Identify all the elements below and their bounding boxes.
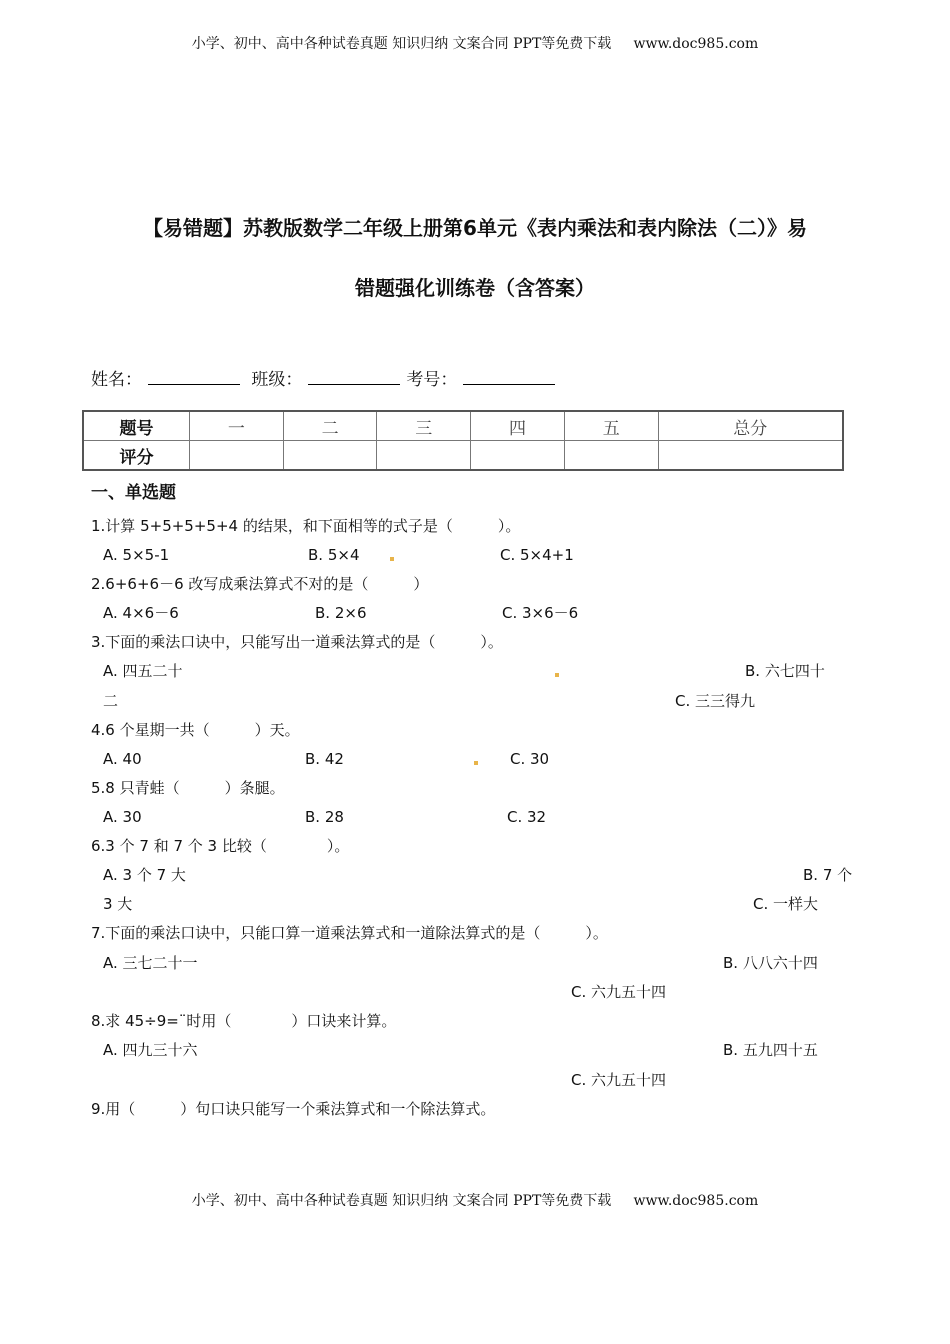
table-cell: 题号 bbox=[83, 411, 190, 441]
table-cell bbox=[658, 441, 843, 471]
artifact-dot bbox=[390, 557, 394, 561]
table-cell bbox=[283, 441, 377, 471]
page-footer bbox=[0, 1190, 950, 1210]
footer-text: 小学、初中、高中各种试卷真题 知识归纳 文案合同 PPT等免费下载 bbox=[191, 1193, 612, 1209]
doc-title-line2: 错题强化训练卷（含答案） bbox=[355, 276, 595, 300]
option-c[interactable]: C. 30 bbox=[510, 750, 550, 768]
id-blank[interactable] bbox=[463, 370, 555, 385]
option-b[interactable]: B. 六七四十 bbox=[745, 662, 825, 680]
name-blank[interactable] bbox=[148, 370, 240, 385]
option-a[interactable]: A. 四五二十 bbox=[103, 662, 183, 680]
option-c[interactable]: C. 一样大 bbox=[753, 895, 819, 913]
header-site: www.doc985.com bbox=[633, 36, 759, 52]
table-cell: 一 bbox=[190, 411, 284, 441]
option-c[interactable]: C. 3×6－6 bbox=[502, 604, 579, 622]
question-2: 2.6+6+6－6 改写成乘法算式不对的是（ ） bbox=[91, 575, 429, 593]
option-a[interactable]: A. 30 bbox=[103, 808, 142, 826]
question-8: 8.求 45÷9=¨时用（ ）口诀来计算。 bbox=[91, 1012, 397, 1030]
option-b[interactable]: B. 八八六十四 bbox=[723, 954, 818, 972]
option-a[interactable]: A. 4×6－6 bbox=[103, 604, 179, 622]
option-b[interactable]: B. 7 个 bbox=[803, 866, 853, 884]
option-b[interactable]: B. 五九四十五 bbox=[723, 1041, 818, 1059]
table-cell: 五 bbox=[564, 411, 658, 441]
option-b[interactable]: B. 28 bbox=[305, 808, 344, 826]
option-a[interactable]: A. 三七二十一 bbox=[103, 954, 198, 972]
student-info bbox=[91, 365, 561, 390]
question-3: 3.下面的乘法口诀中，只能写出一道乘法算式的是（ ）。 bbox=[91, 633, 503, 651]
class-label: 班级： bbox=[251, 370, 303, 390]
score-table bbox=[82, 410, 844, 471]
artifact-dot bbox=[474, 761, 478, 765]
table-cell: 评分 bbox=[83, 441, 190, 471]
option-c[interactable]: C. 5×4+1 bbox=[500, 546, 574, 564]
table-cell bbox=[564, 441, 658, 471]
doc-title-line1: 【易错题】苏教版数学二年级上册第6单元《表内乘法和表内除法（二）》易 bbox=[143, 216, 807, 240]
question-9: 9.用（ ）句口诀只能写一个乘法算式和一个除法算式。 bbox=[91, 1100, 496, 1118]
page-header bbox=[0, 33, 950, 53]
footer-site: www.doc985.com bbox=[633, 1193, 759, 1209]
header-text: 小学、初中、高中各种试卷真题 知识归纳 文案合同 PPT等免费下载 bbox=[191, 36, 612, 52]
table-cell: 三 bbox=[377, 411, 471, 441]
option-b-cont: 二 bbox=[103, 692, 119, 710]
option-c[interactable]: C. 六九五十四 bbox=[571, 983, 667, 1001]
option-c[interactable]: C. 32 bbox=[507, 808, 547, 826]
question-5: 5.8 只青蛙（ ）条腿。 bbox=[91, 779, 285, 797]
table-cell bbox=[377, 441, 471, 471]
table-cell bbox=[190, 441, 284, 471]
table-cell bbox=[471, 441, 565, 471]
option-b[interactable]: B. 2×6 bbox=[315, 604, 367, 622]
section-heading: 一、单选题 bbox=[91, 483, 176, 503]
option-c[interactable]: C. 六九五十四 bbox=[571, 1071, 667, 1089]
option-a[interactable]: A. 40 bbox=[103, 750, 142, 768]
table-cell: 四 bbox=[471, 411, 565, 441]
question-7: 7.下面的乘法口诀中，只能口算一道乘法算式和一道除法算式的是（ ）。 bbox=[91, 924, 608, 942]
option-b-cont: 3 大 bbox=[103, 895, 133, 913]
name-label: 姓名： bbox=[91, 370, 142, 390]
option-b[interactable]: B. 42 bbox=[305, 750, 344, 768]
question-4: 4.6 个星期一共（ ）天。 bbox=[91, 721, 300, 739]
table-row bbox=[83, 441, 843, 471]
option-a[interactable]: A. 3 个 7 大 bbox=[103, 866, 186, 884]
option-a[interactable]: A. 四九三十六 bbox=[103, 1041, 198, 1059]
table-cell: 总分 bbox=[658, 411, 843, 441]
artifact-dot bbox=[555, 673, 559, 677]
option-a[interactable]: A. 5×5-1 bbox=[103, 546, 170, 564]
id-label: 考号： bbox=[406, 370, 458, 390]
option-c[interactable]: C. 三三得九 bbox=[675, 692, 756, 710]
option-b[interactable]: B. 5×4 bbox=[308, 546, 360, 564]
table-row bbox=[83, 411, 843, 441]
class-blank[interactable] bbox=[308, 370, 400, 385]
table-cell: 二 bbox=[283, 411, 377, 441]
question-1: 1.计算 5+5+5+5+4 的结果，和下面相等的式子是（ ）。 bbox=[91, 517, 521, 535]
question-6: 6.3 个 7 和 7 个 3 比较（ ）。 bbox=[91, 837, 350, 855]
